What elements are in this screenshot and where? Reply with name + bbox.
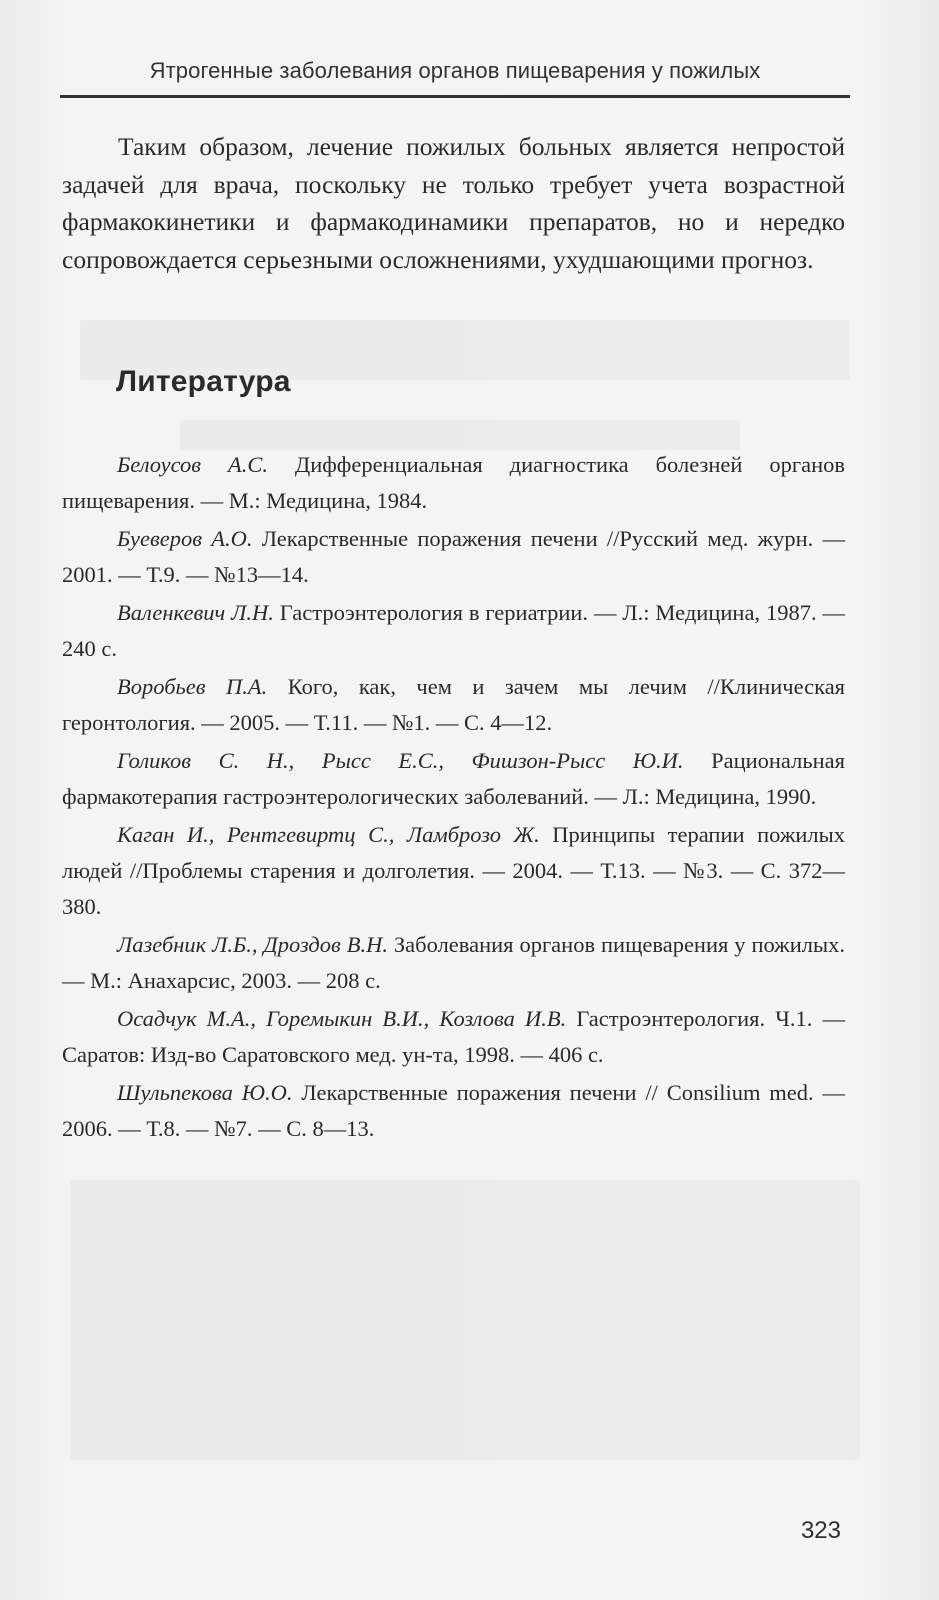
- bleed-through-block: [70, 1180, 860, 1460]
- reference-item: [62, 669, 845, 741]
- reference-authors: Валенкевич Л.Н.: [117, 600, 274, 625]
- intro-paragraph: Таким образом, лечение пожилых больных является непростой задачей для врача, поскольку не только требует учета возрастной фармакокинетики и фармакодинамики препаратов, но и нередко сопровождается серьезными осложнениями, ухудшающими прогноз.: [62, 132, 845, 274]
- reference-text: Гастроэнтерология в гериатрии. — Л.: Медицина, 1987. — 240 с.: [62, 600, 846, 661]
- reference-text: Заболевания органов пищеварения у пожилых. — М.: Анахарсис, 2003. — 208 с.: [62, 932, 845, 993]
- reference-authors: Лазебник Л.Б., Дроздов В.Н.: [117, 932, 388, 957]
- page-number: 323: [800, 1517, 841, 1544]
- reference-authors: Голиков С. Н., Рысс Е.С., Фишзон-Рысс Ю.И.: [117, 748, 684, 773]
- reference-list: [62, 447, 845, 1149]
- reference-authors: Белоусов А.С.: [117, 452, 268, 477]
- reference-item: [62, 1075, 845, 1147]
- running-title: Ятрогенные заболевания органов пищеварения у пожилых: [149, 58, 761, 83]
- reference-text: Лекарственные поражения печени // Consilium med. — 2006. — Т.8. — №7. — С. 8—13.: [62, 1080, 846, 1141]
- reference-item: [62, 1001, 845, 1073]
- reference-authors: Шульпекова Ю.О.: [117, 1080, 293, 1105]
- bleed-through-block: [180, 420, 740, 450]
- reference-authors: Буеверов А.О.: [117, 526, 253, 551]
- reference-item: [62, 743, 845, 815]
- reference-text: Лекарственные поражения печени //Русский мед. журн. — 2001. — Т.9. — №13—14.: [62, 526, 846, 587]
- reference-authors: Осадчук М.А., Горемыкин В.И., Козлова И.В.: [117, 1006, 567, 1031]
- reference-item: [62, 447, 845, 519]
- reference-item: [62, 595, 845, 667]
- reference-authors: Каган И., Рентгевиртц С., Ламброзо Ж.: [117, 822, 540, 847]
- reference-text: Дифференциальная диагностика болезней органов пищеварения. — М.: Медицина, 1984.: [62, 452, 846, 513]
- header-rule: [60, 95, 850, 98]
- reference-item: [62, 927, 845, 999]
- reference-text: Кого, как, чем и зачем мы лечим //Клиническая геронтология. — 2005. — Т.11. — №1. — С. 4—12.: [62, 674, 846, 735]
- reference-authors: Воробьев П.А.: [117, 674, 268, 699]
- literature-heading: Литература: [116, 365, 291, 398]
- reference-text: Рациональная фармакотерапия гастроэнтерологических заболеваний. — Л.: Медицина, 1990.: [62, 748, 845, 809]
- reference-text: Принципы терапии пожилых людей //Проблемы старения и долголетия. — 2004. — Т.13. — №3. — С. 372—380.: [62, 822, 845, 919]
- reference-text: Гастроэнтерология. Ч.1. — Саратов: Изд-во Саратовского мед. ун-та, 1998. — 406 с.: [62, 1006, 845, 1067]
- reference-item: [62, 521, 845, 593]
- reference-item: [62, 817, 845, 925]
